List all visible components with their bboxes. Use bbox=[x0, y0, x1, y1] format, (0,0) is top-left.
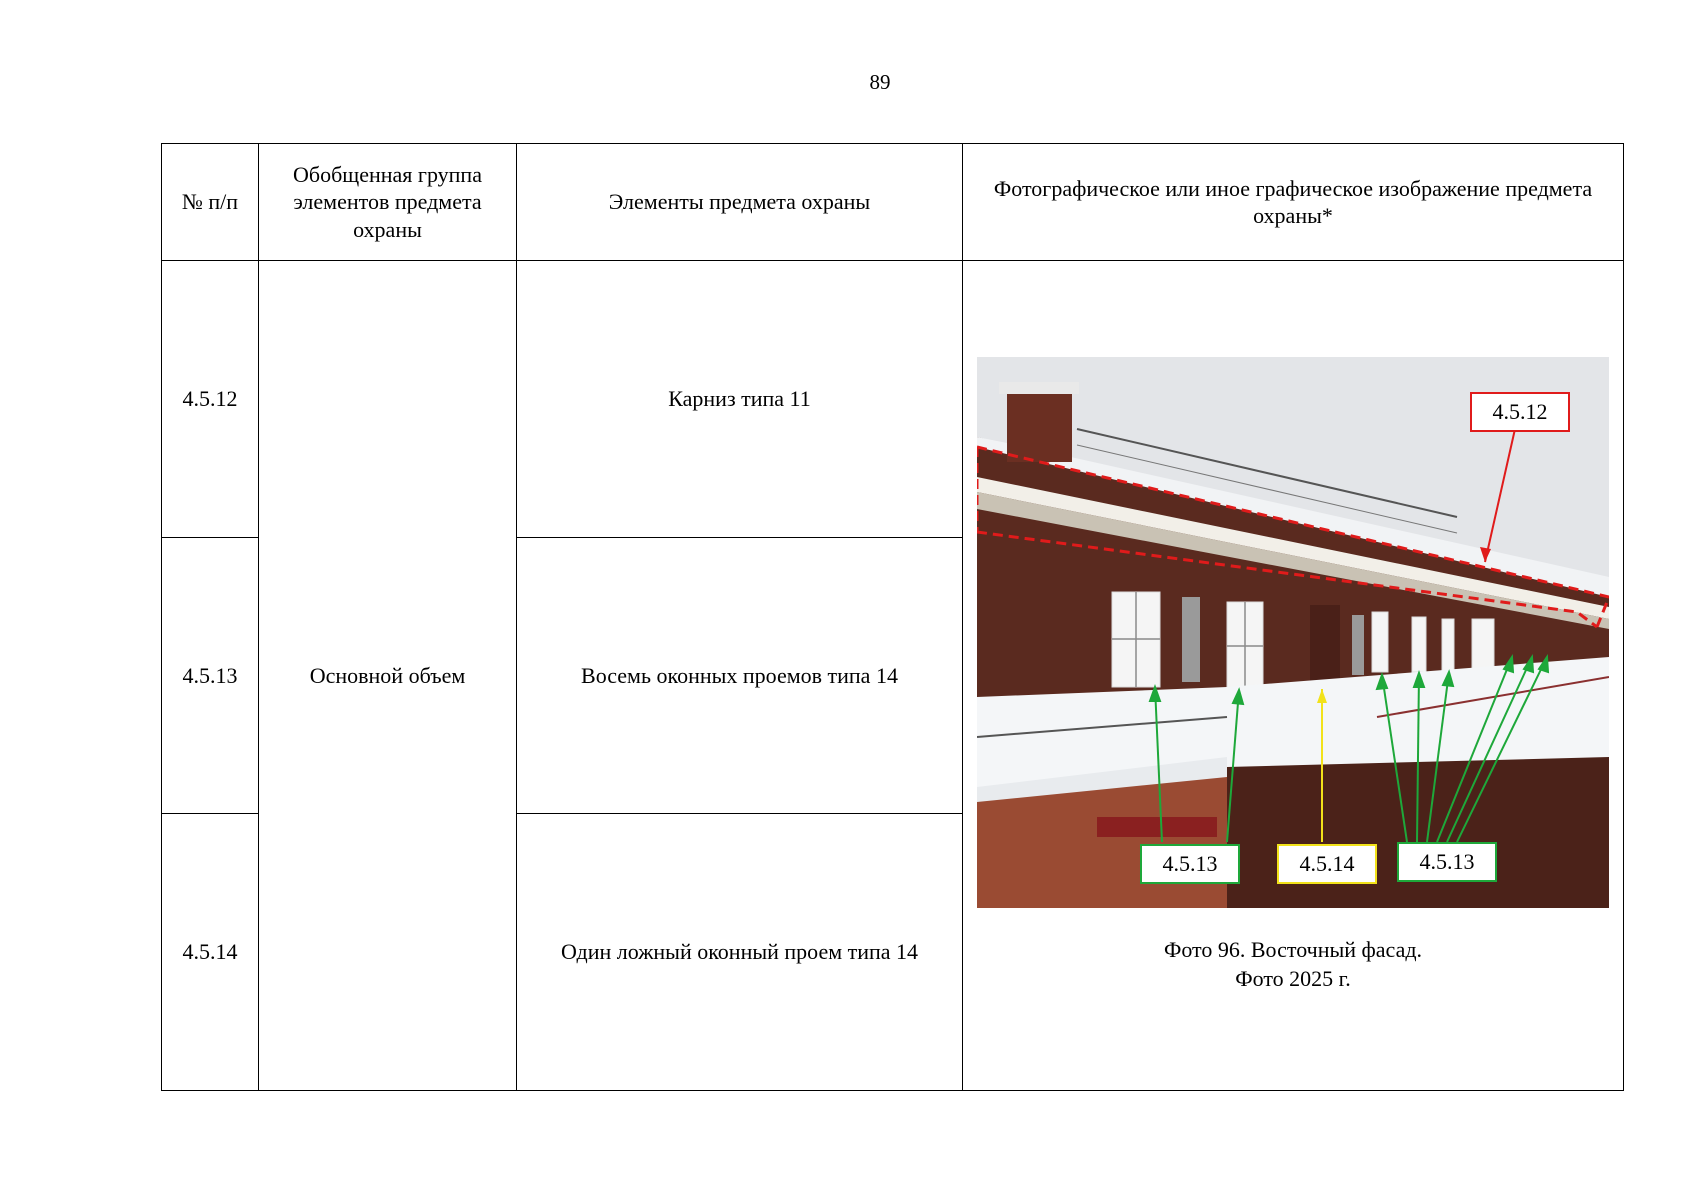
callout-false-window: 4.5.14 bbox=[1277, 844, 1377, 884]
facade-photo-drawing bbox=[977, 357, 1609, 908]
table-header-row bbox=[162, 144, 1624, 261]
photo-cell bbox=[963, 261, 1624, 1091]
facade-photo bbox=[977, 357, 1609, 908]
page-number: 89 bbox=[869, 70, 891, 94]
header-num: № п/п bbox=[162, 144, 259, 261]
photo-caption-line1: Фото 96. Восточный фасад. bbox=[1163, 937, 1423, 963]
photo-caption-line2: Фото 2025 г. bbox=[1235, 966, 1351, 991]
element-cell: Карниз типа 11 bbox=[517, 261, 963, 538]
row-num: 4.5.12 bbox=[162, 261, 259, 538]
callout-cornice: 4.5.12 bbox=[1470, 392, 1570, 432]
table-row bbox=[162, 261, 1624, 538]
header-image: Фотографическое или иное графическое изображение предмета охраны* bbox=[963, 144, 1624, 261]
header-elements: Элементы предмета охраны bbox=[517, 144, 963, 261]
callout-windows-left: 4.5.13 bbox=[1140, 844, 1240, 884]
heritage-table bbox=[161, 143, 1624, 1091]
group-cell: Основной объем bbox=[259, 261, 517, 1091]
row-num: 4.5.14 bbox=[162, 814, 259, 1091]
row-num: 4.5.13 bbox=[162, 537, 259, 814]
callout-windows-right: 4.5.13 bbox=[1397, 842, 1497, 882]
element-cell: Один ложный оконный проем типа 14 bbox=[517, 814, 963, 1091]
header-group: Обобщенная группа элементов предмета охраны bbox=[259, 144, 517, 261]
photo-caption bbox=[963, 936, 1623, 993]
element-cell: Восемь оконных проемов типа 14 bbox=[517, 537, 963, 814]
